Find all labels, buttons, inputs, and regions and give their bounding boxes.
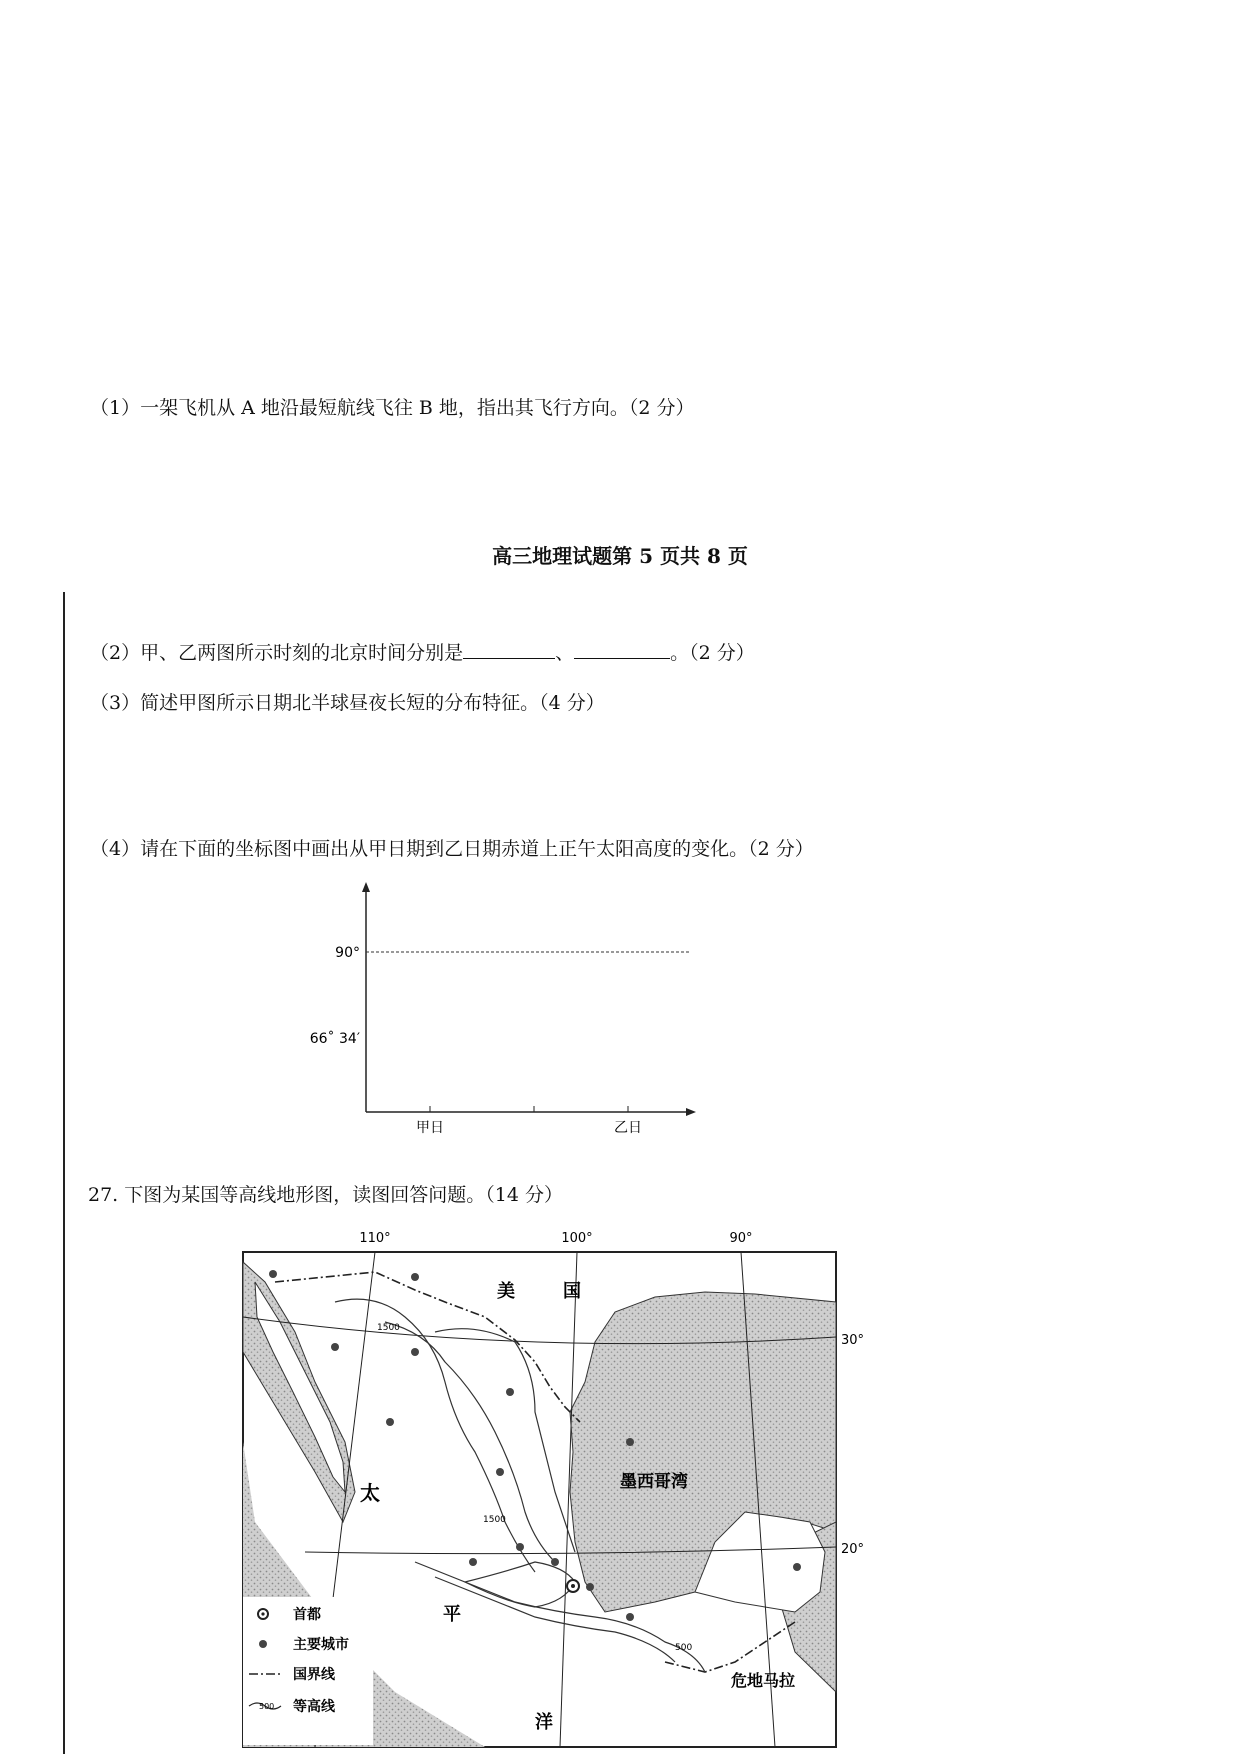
city-dot xyxy=(793,1563,801,1571)
label-gulf-of-mexico: 墨西哥湾 xyxy=(620,1472,688,1492)
question-1: （1）一架飞机从 A 地沿最短航线飞往 B 地，指出其飞行方向。（2 分） xyxy=(90,397,695,419)
question-2 xyxy=(90,638,755,665)
legend-capital-icon-center xyxy=(261,1612,264,1615)
label-pacific-3: 洋 xyxy=(535,1712,553,1733)
legend-capital-label: 首都 xyxy=(293,1607,321,1623)
question-3: （3）简述甲图所示日期北半球昼夜长短的分布特征。（4 分） xyxy=(90,692,605,714)
x-axis-arrow xyxy=(686,1108,696,1116)
answer-blank-1[interactable] xyxy=(463,640,555,659)
city-dot xyxy=(516,1543,524,1551)
label-usa-1: 美 xyxy=(497,1281,515,1302)
city-dot xyxy=(496,1468,504,1476)
city-dot xyxy=(411,1348,419,1356)
contour-map xyxy=(235,1222,870,1752)
city-dot xyxy=(626,1613,634,1621)
y-label-90: 90° xyxy=(335,945,360,961)
x-label-yi: 乙日 xyxy=(614,1120,642,1136)
lat-label-20: 20° xyxy=(841,1542,865,1557)
lon-label-110: 110° xyxy=(359,1231,391,1246)
label-pacific-1: 太 xyxy=(360,1481,380,1505)
answer-blank-2[interactable] xyxy=(574,640,670,659)
question-2-sep: 、 xyxy=(555,642,575,664)
y-label-66: 66˚ 34′ xyxy=(309,1031,360,1047)
city-dot xyxy=(269,1270,277,1278)
x-label-jia: 甲日 xyxy=(416,1120,444,1136)
contour-label-1500b: 1500 xyxy=(483,1515,506,1525)
question-4: （4）请在下面的坐标图中画出从甲日期到乙日期赤道上正午太阳高度的变化。（2 分） xyxy=(90,838,814,860)
y-axis-arrow xyxy=(362,882,370,892)
question-2-prefix: （2）甲、乙两图所示时刻的北京时间分别是 xyxy=(90,642,464,664)
margin-line xyxy=(63,592,65,1754)
city-dot xyxy=(586,1583,594,1591)
sun-altitude-graph[interactable] xyxy=(290,880,710,1150)
legend-border-label: 国界线 xyxy=(293,1667,335,1683)
legend-contour-label: 等高线 xyxy=(293,1699,335,1715)
capital-marker-center xyxy=(571,1584,575,1588)
lon-label-100: 100° xyxy=(561,1231,593,1246)
label-pacific-2: 平 xyxy=(443,1604,461,1625)
lon-label-90: 90° xyxy=(729,1231,753,1246)
city-dot xyxy=(331,1343,339,1351)
city-dot xyxy=(506,1388,514,1396)
question-2-suffix: 。（2 分） xyxy=(670,642,755,664)
city-dot xyxy=(411,1273,419,1281)
label-usa-2: 国 xyxy=(563,1281,581,1302)
city-dot xyxy=(469,1558,477,1566)
city-dot xyxy=(386,1418,394,1426)
question-27: 27. 下图为某国等高线地形图，读图回答问题。（14 分） xyxy=(88,1184,563,1206)
legend-city-icon xyxy=(259,1640,267,1648)
contour-label-500: 500 xyxy=(675,1643,693,1653)
lat-label-30: 30° xyxy=(841,1333,865,1348)
label-guatemala: 危地马拉 xyxy=(731,1671,796,1690)
city-dot xyxy=(551,1558,559,1566)
city-dot xyxy=(626,1438,634,1446)
legend-city-label: 主要城市 xyxy=(293,1637,349,1653)
legend-contour-value: 500 xyxy=(259,1702,275,1711)
page-footer: 高三地理试题第 5 页共 8 页 xyxy=(492,544,748,568)
contour-label-1500a: 1500 xyxy=(377,1323,400,1333)
